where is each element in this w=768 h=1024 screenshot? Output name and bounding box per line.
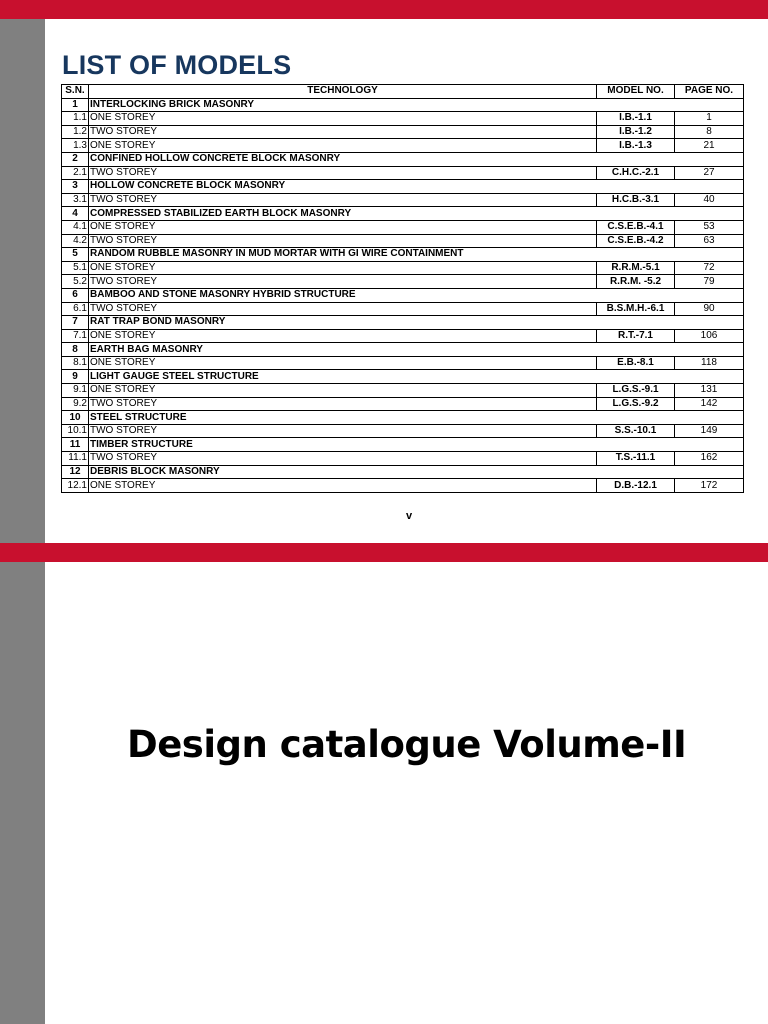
technology-group-name: BAMBOO AND STONE MASONRY HYBRID STRUCTURE (89, 288, 744, 302)
table-row (62, 261, 744, 275)
technology-group-name: CONFINED HOLLOW CONCRETE BLOCK MASONRY (89, 152, 744, 166)
table-row (62, 193, 744, 207)
model-number: B.S.M.H.-6.1 (597, 302, 675, 316)
table-group-row (62, 98, 744, 112)
technology-group-name: COMPRESSED STABILIZED EARTH BLOCK MASONRY (89, 207, 744, 221)
table-row (62, 452, 744, 466)
header-technology: TECHNOLOGY (89, 85, 597, 99)
top-accent-bar (0, 0, 768, 19)
table-row (62, 384, 744, 398)
storey-label: TWO STOREY (89, 302, 597, 316)
table-group-row (62, 343, 744, 357)
model-number: T.S.-11.1 (597, 452, 675, 466)
item-number: 11.1 (62, 452, 89, 466)
page-reference: 72 (675, 261, 744, 275)
item-number: 4.2 (62, 234, 89, 248)
table-row (62, 166, 744, 180)
group-number: 10 (62, 411, 89, 425)
group-number: 5 (62, 248, 89, 262)
item-number: 9.2 (62, 397, 89, 411)
item-number: 10.1 (62, 424, 89, 438)
table-row (62, 424, 744, 438)
item-number: 12.1 (62, 479, 89, 493)
item-number: 3.1 (62, 193, 89, 207)
group-number: 7 (62, 316, 89, 330)
page-reference: 63 (675, 234, 744, 248)
left-sidebar-strip (0, 19, 45, 543)
storey-label: TWO STOREY (89, 424, 597, 438)
page-reference: 131 (675, 384, 744, 398)
page-cover-volume-2 (0, 543, 768, 1024)
item-number: 1.1 (62, 112, 89, 126)
model-number: D.B.-12.1 (597, 479, 675, 493)
table-row (62, 275, 744, 289)
item-number: 8.1 (62, 356, 89, 370)
model-number: R.R.M. -5.2 (597, 275, 675, 289)
model-number: R.T.-7.1 (597, 329, 675, 343)
model-number: C.S.E.B.-4.2 (597, 234, 675, 248)
model-number: I.B.-1.1 (597, 112, 675, 126)
model-number: C.H.C.-2.1 (597, 166, 675, 180)
header-sn: S.N. (62, 85, 89, 99)
table-row (62, 302, 744, 316)
item-number: 9.1 (62, 384, 89, 398)
table-group-row (62, 248, 744, 262)
table-group-row (62, 207, 744, 221)
table-header-row (62, 85, 744, 99)
header-page-no: PAGE NO. (675, 85, 744, 99)
item-number: 5.2 (62, 275, 89, 289)
table-group-row (62, 465, 744, 479)
catalogue-title: Design catalogue Volume-II (127, 723, 687, 766)
model-number: I.B.-1.2 (597, 125, 675, 139)
technology-group-name: INTERLOCKING BRICK MASONRY (89, 98, 744, 112)
technology-group-name: RANDOM RUBBLE MASONRY IN MUD MORTAR WITH GI WIRE CONTAINMENT (89, 248, 744, 262)
page-reference: 172 (675, 479, 744, 493)
item-number: 1.2 (62, 125, 89, 139)
group-number: 9 (62, 370, 89, 384)
header-model-no: MODEL NO. (597, 85, 675, 99)
model-number: S.S.-10.1 (597, 424, 675, 438)
table-row (62, 329, 744, 343)
page-reference: 90 (675, 302, 744, 316)
page-reference: 118 (675, 356, 744, 370)
item-number: 5.1 (62, 261, 89, 275)
group-number: 3 (62, 180, 89, 194)
storey-label: ONE STOREY (89, 479, 597, 493)
storey-label: TWO STOREY (89, 275, 597, 289)
item-number: 7.1 (62, 329, 89, 343)
page-reference: 40 (675, 193, 744, 207)
group-number: 1 (62, 98, 89, 112)
table-group-row (62, 288, 744, 302)
group-number: 11 (62, 438, 89, 452)
table-row (62, 112, 744, 126)
group-number: 4 (62, 207, 89, 221)
group-number: 8 (62, 343, 89, 357)
model-number: R.R.M.-5.1 (597, 261, 675, 275)
model-number: I.B.-1.3 (597, 139, 675, 153)
item-number: 2.1 (62, 166, 89, 180)
storey-label: TWO STOREY (89, 234, 597, 248)
page-reference: 106 (675, 329, 744, 343)
page-number: v (405, 510, 413, 522)
models-table (61, 84, 744, 493)
page-reference: 149 (675, 424, 744, 438)
storey-label: TWO STOREY (89, 452, 597, 466)
group-number: 6 (62, 288, 89, 302)
table-row (62, 220, 744, 234)
table-group-row (62, 411, 744, 425)
storey-label: ONE STOREY (89, 139, 597, 153)
table-row (62, 139, 744, 153)
page-reference: 53 (675, 220, 744, 234)
model-number: C.S.E.B.-4.1 (597, 220, 675, 234)
storey-label: TWO STOREY (89, 193, 597, 207)
table-group-row (62, 316, 744, 330)
technology-group-name: RAT TRAP BOND MASONRY (89, 316, 744, 330)
technology-group-name: EARTH BAG MASONRY (89, 343, 744, 357)
page-reference: 142 (675, 397, 744, 411)
model-number: E.B.-8.1 (597, 356, 675, 370)
storey-label: ONE STOREY (89, 356, 597, 370)
page-reference: 21 (675, 139, 744, 153)
table-group-row (62, 438, 744, 452)
model-number: H.C.B.-3.1 (597, 193, 675, 207)
top-accent-bar (0, 543, 768, 562)
model-number: L.G.S.-9.1 (597, 384, 675, 398)
table-row (62, 479, 744, 493)
page-reference: 162 (675, 452, 744, 466)
technology-group-name: LIGHT GAUGE STEEL STRUCTURE (89, 370, 744, 384)
storey-label: ONE STOREY (89, 261, 597, 275)
model-number: L.G.S.-9.2 (597, 397, 675, 411)
page-reference: 1 (675, 112, 744, 126)
storey-label: TWO STOREY (89, 125, 597, 139)
table-row (62, 125, 744, 139)
table-group-row (62, 180, 744, 194)
storey-label: ONE STOREY (89, 384, 597, 398)
storey-label: ONE STOREY (89, 329, 597, 343)
storey-label: TWO STOREY (89, 397, 597, 411)
technology-group-name: STEEL STRUCTURE (89, 411, 744, 425)
storey-label: TWO STOREY (89, 166, 597, 180)
group-number: 2 (62, 152, 89, 166)
table-row (62, 397, 744, 411)
storey-label: ONE STOREY (89, 112, 597, 126)
storey-label: ONE STOREY (89, 220, 597, 234)
technology-group-name: DEBRIS BLOCK MASONRY (89, 465, 744, 479)
technology-group-name: TIMBER STRUCTURE (89, 438, 744, 452)
table-row (62, 356, 744, 370)
table-row (62, 234, 744, 248)
table-group-row (62, 152, 744, 166)
page-title: LIST OF MODELS (62, 50, 292, 80)
page-reference: 27 (675, 166, 744, 180)
group-number: 12 (62, 465, 89, 479)
page-reference: 79 (675, 275, 744, 289)
page-reference: 8 (675, 125, 744, 139)
left-sidebar-strip (0, 562, 45, 1024)
item-number: 1.3 (62, 139, 89, 153)
item-number: 6.1 (62, 302, 89, 316)
item-number: 4.1 (62, 220, 89, 234)
table-group-row (62, 370, 744, 384)
technology-group-name: HOLLOW CONCRETE BLOCK MASONRY (89, 180, 744, 194)
models-table-body (62, 98, 744, 492)
